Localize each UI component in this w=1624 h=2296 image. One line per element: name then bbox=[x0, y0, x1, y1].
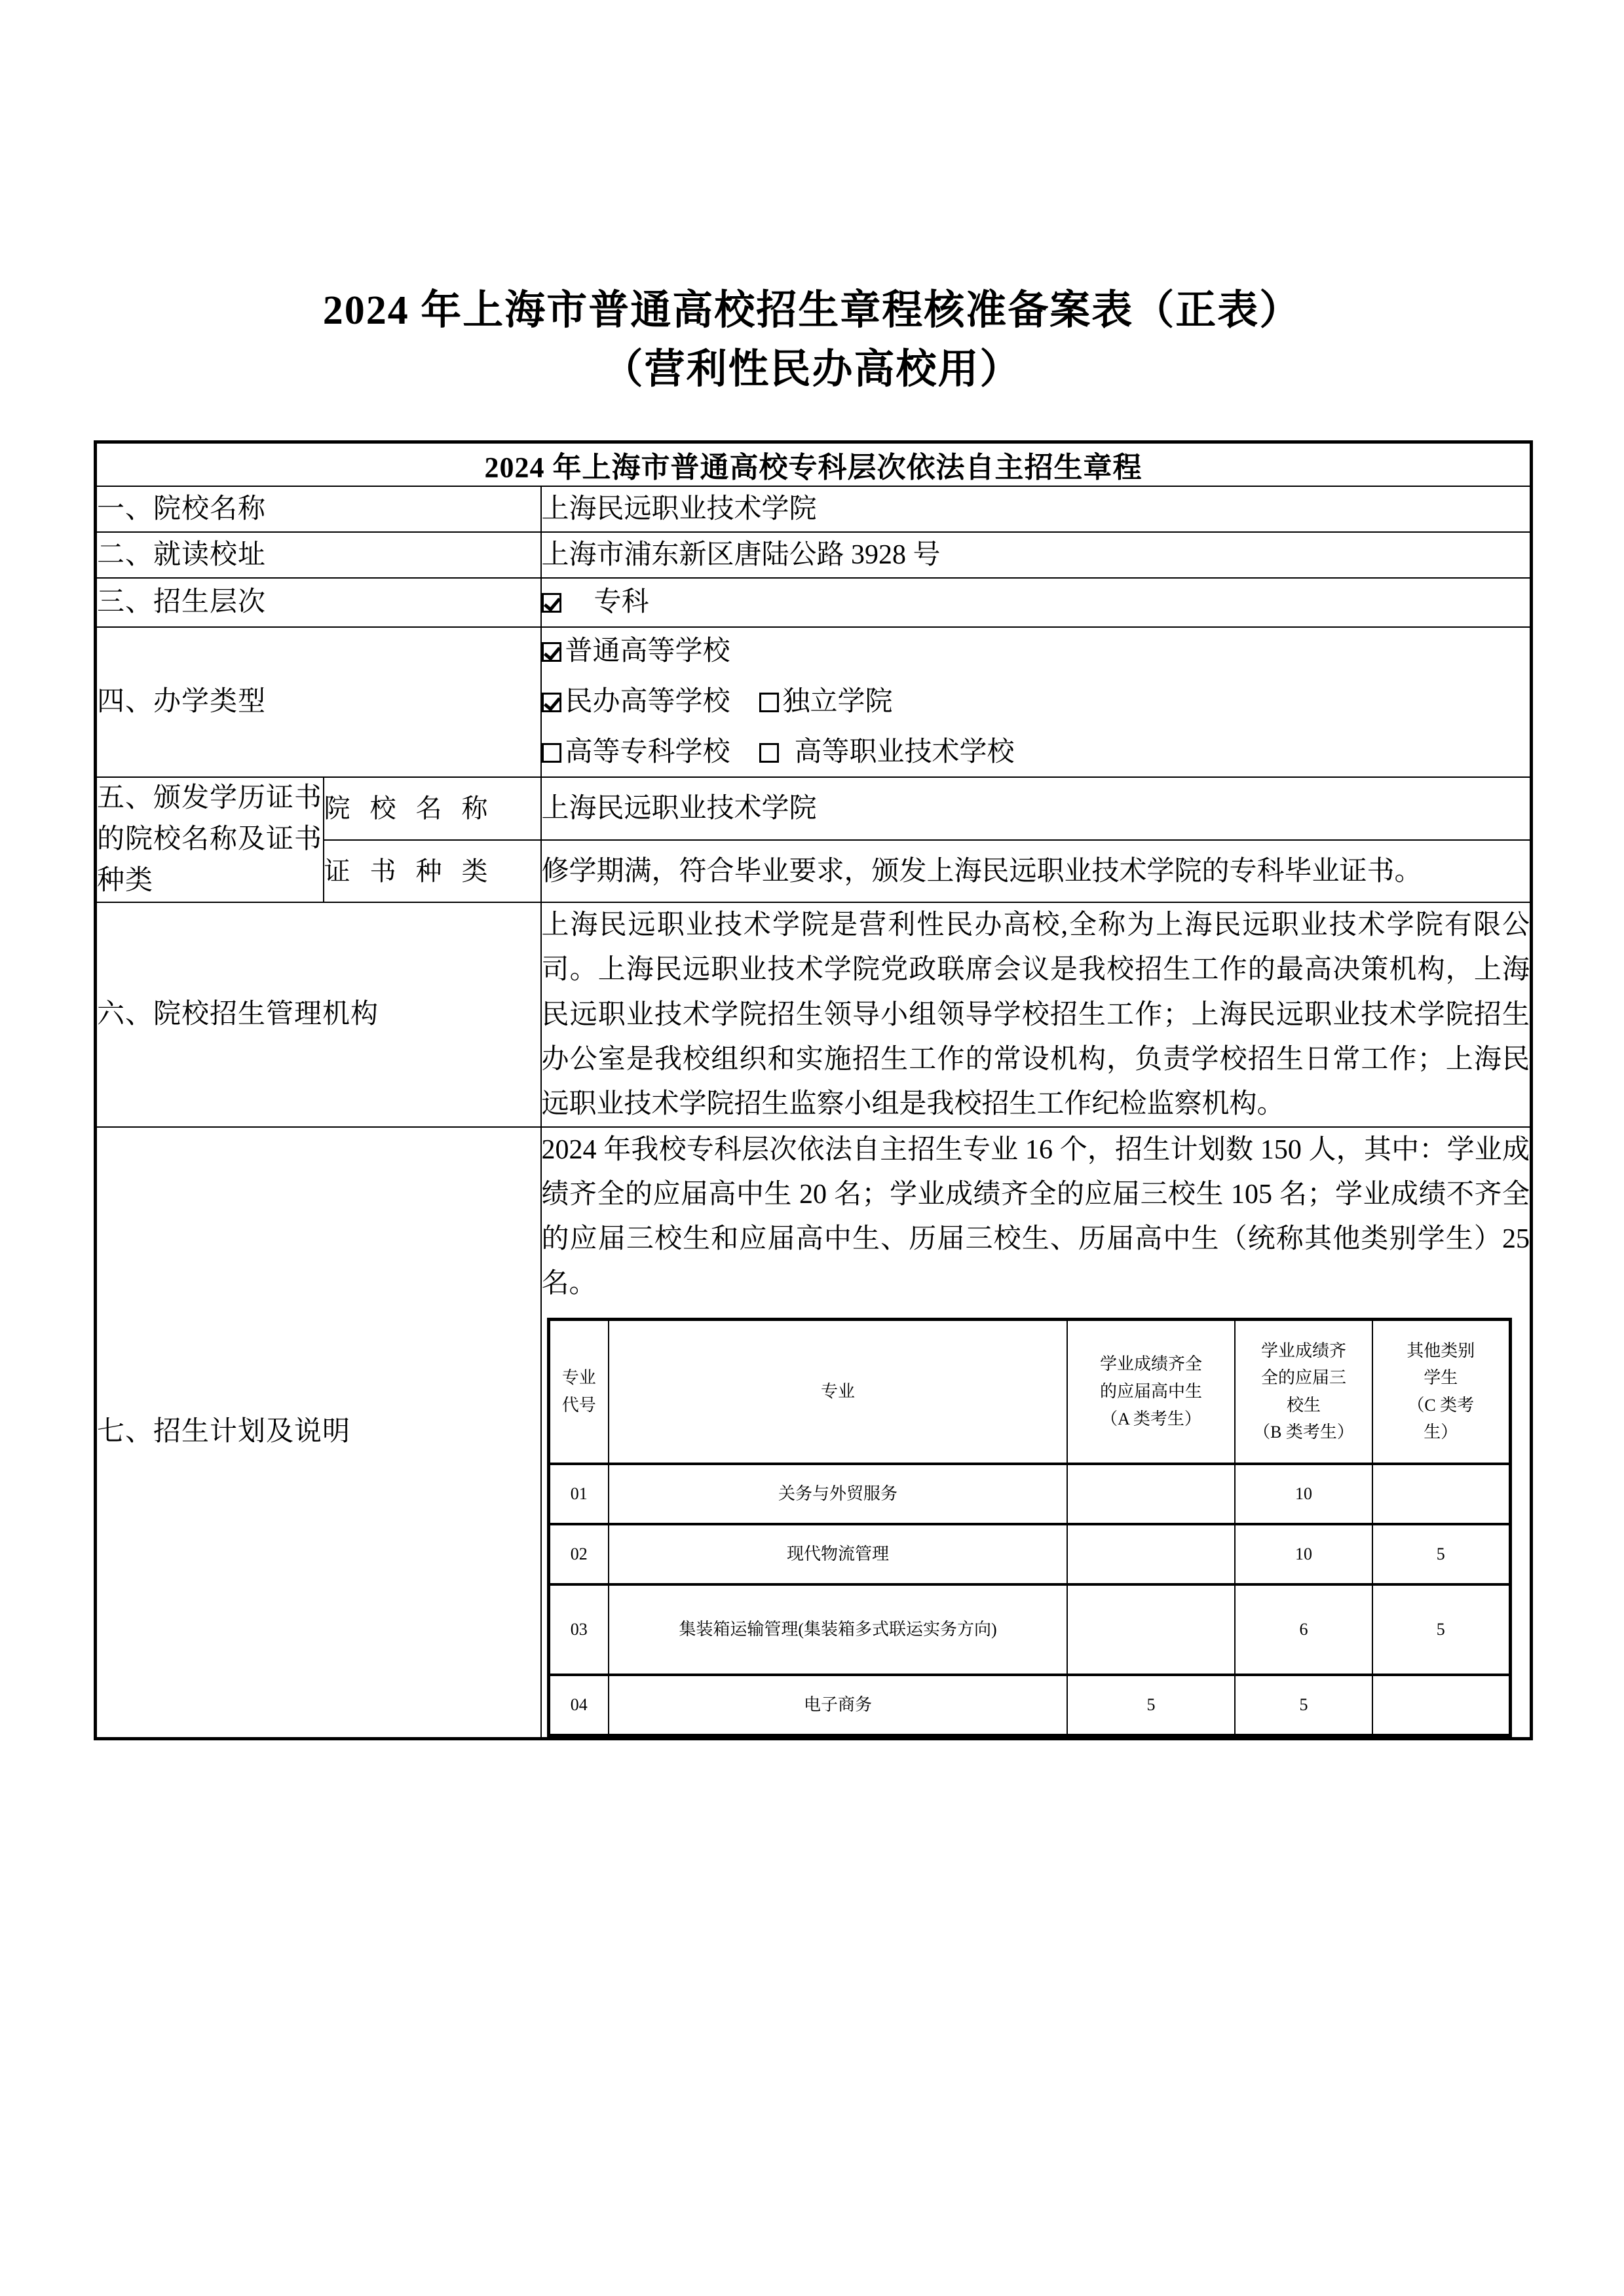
value-institution-name: 上海民远职业技术学院 bbox=[541, 486, 1532, 532]
checkbox-duli-xueyuan-icon[interactable] bbox=[759, 693, 779, 712]
checkbox-row-putong bbox=[542, 630, 1530, 673]
label-admission-plan: 七、招生计划及说明 bbox=[96, 1127, 541, 1739]
value-certificate-institution-name: 上海民远职业技术学院 bbox=[541, 777, 1532, 840]
value-admission-plan bbox=[541, 1127, 1532, 1739]
admission-plan-paragraph: 2024 年我校专科层次依法自主招生专业 16 个，招生计划数 150 人，其中：学业成绩齐全的应届高中生 20 名；学业成绩齐全的应届三校生 105 名；学业成绩不齐全的应届三校生和应届高中生、历届三校生、历届高中生（统称其他类别学生）25 名。 bbox=[541, 1134, 1530, 1299]
checkbox-row-minban bbox=[542, 681, 1530, 723]
checkbox-gaodeng-zhuanke-xuexiao-icon[interactable] bbox=[542, 743, 561, 763]
label-certificate-section: 五、颁发学历证书的院校名称及证书种类 bbox=[96, 777, 324, 902]
plan-header-category-a: 学业成绩齐全 的应届高中生 （A 类考生） bbox=[1067, 1319, 1235, 1464]
plan-header-major-code: 专业 代号 bbox=[548, 1319, 609, 1464]
checkbox-minban-gaodeng-xuexiao-icon[interactable] bbox=[542, 693, 561, 712]
label-admission-management: 六、院校招生管理机构 bbox=[96, 902, 541, 1126]
value-admission-management: 上海民远职业技术学院是营利性民办高校,全称为上海民远职业技术学院有限公司。上海民远职业技术学院党政联席会议是我校招生工作的最高决策机构，上海民远职业技术学院招生领导小组领导学校招生工作；上海民远职业技术学院招生办公室是我校组织和实施招生工作的常设机构，负责学校招生日常工作；上海民远职业技术学院招生监察小组是我校招生工作纪检监察机构。 bbox=[541, 902, 1532, 1126]
cell-count-b: 6 bbox=[1235, 1584, 1372, 1675]
cell-major-name: 集装箱运输管理(集装箱多式联运实务方向) bbox=[609, 1584, 1067, 1675]
cell-major-code: 03 bbox=[548, 1584, 609, 1675]
cell-count-a bbox=[1067, 1584, 1235, 1675]
value-certificate-type: 修学期满，符合毕业要求，颁发上海民远职业技术学院的专科毕业证书。 bbox=[541, 840, 1532, 903]
plan-table-header-row bbox=[548, 1319, 1510, 1464]
label-school-type: 四、办学类型 bbox=[96, 627, 541, 777]
cell-count-c bbox=[1372, 1675, 1510, 1736]
cell-count-a: 5 bbox=[1067, 1675, 1235, 1736]
cell-count-c: 5 bbox=[1372, 1524, 1510, 1584]
row-admission-plan bbox=[96, 1127, 1532, 1739]
value-campus-address: 上海市浦东新区唐陆公路 3928 号 bbox=[541, 532, 1532, 578]
cell-major-name: 关务与外贸服务 bbox=[609, 1464, 1067, 1524]
plan-header-major: 专业 bbox=[609, 1319, 1067, 1464]
plan-table-wrapper bbox=[542, 1318, 1530, 1737]
row-admission-level bbox=[96, 578, 1532, 627]
plan-table-row bbox=[548, 1464, 1510, 1524]
checkbox-gaodeng-zhuanke-xuexiao-label: 高等专科学校 bbox=[565, 737, 730, 768]
checkbox-minban-gaodeng-xuexiao-label: 民办高等学校 bbox=[565, 687, 730, 718]
table-header-title: 2024 年上海市普通高校专科层次依法自主招生章程 bbox=[96, 442, 1532, 487]
plan-header-category-b: 学业成绩齐 全的应届三 校生 （B 类考生） bbox=[1235, 1319, 1372, 1464]
cell-count-b: 10 bbox=[1235, 1464, 1372, 1524]
row-campus-address bbox=[96, 532, 1532, 578]
checkbox-zhuanke-label: 专科 bbox=[594, 587, 649, 618]
sublabel-certificate-type: 证 书 种 类 bbox=[324, 840, 541, 903]
row-admission-management bbox=[96, 902, 1532, 1126]
document-title bbox=[0, 282, 1624, 400]
cell-major-code: 02 bbox=[548, 1524, 609, 1584]
checkbox-row-zhuanke bbox=[542, 581, 1530, 624]
cell-count-b: 5 bbox=[1235, 1675, 1372, 1736]
checkbox-gaodeng-zhiye-jishu-xuexiao-label: 高等职业技术学校 bbox=[794, 737, 1015, 768]
checkbox-gaodeng-zhiye-jishu-xuexiao-icon[interactable] bbox=[759, 743, 779, 763]
cell-count-c bbox=[1372, 1464, 1510, 1524]
checkbox-putong-gaodeng-xuexiao-label: 普通高等学校 bbox=[565, 636, 730, 667]
plan-table-row bbox=[548, 1675, 1510, 1736]
value-admission-level bbox=[541, 578, 1532, 627]
cell-major-code: 04 bbox=[548, 1675, 609, 1736]
cell-major-name: 电子商务 bbox=[609, 1675, 1067, 1736]
checkbox-row-zhuanke-zhiye bbox=[542, 731, 1530, 774]
label-campus-address: 二、就读校址 bbox=[96, 532, 541, 578]
cell-count-c: 5 bbox=[1372, 1584, 1510, 1675]
row-certificate-institution bbox=[96, 777, 1532, 840]
title-line-2: （营利性民办高校用） bbox=[602, 347, 1022, 392]
label-admission-level: 三、招生层次 bbox=[96, 578, 541, 627]
major-plan-table bbox=[547, 1318, 1512, 1737]
table-header-row bbox=[96, 442, 1532, 487]
cell-count-a bbox=[1067, 1524, 1235, 1584]
checkbox-zhuanke-icon[interactable] bbox=[542, 593, 561, 613]
plan-table-row bbox=[548, 1584, 1510, 1675]
cell-major-code: 01 bbox=[548, 1464, 609, 1524]
plan-header-category-c: 其他类别 学生 （C 类考 生） bbox=[1372, 1319, 1510, 1464]
admission-form-table bbox=[94, 440, 1533, 1740]
label-institution-name: 一、院校名称 bbox=[96, 486, 541, 532]
cell-major-name: 现代物流管理 bbox=[609, 1524, 1067, 1584]
cell-count-a bbox=[1067, 1464, 1235, 1524]
title-line-1: 2024 年上海市普通高校招生章程核准备案表（正表） bbox=[322, 288, 1302, 333]
checkbox-duli-xueyuan-label: 独立学院 bbox=[782, 687, 893, 718]
value-school-type bbox=[541, 627, 1532, 777]
plan-table-row bbox=[548, 1524, 1510, 1584]
sublabel-certificate-institution-name: 院 校 名 称 bbox=[324, 777, 541, 840]
checkbox-putong-gaodeng-xuexiao-icon[interactable] bbox=[542, 642, 561, 662]
cell-count-b: 10 bbox=[1235, 1524, 1372, 1584]
row-institution-name bbox=[96, 486, 1532, 532]
row-school-type bbox=[96, 627, 1532, 777]
